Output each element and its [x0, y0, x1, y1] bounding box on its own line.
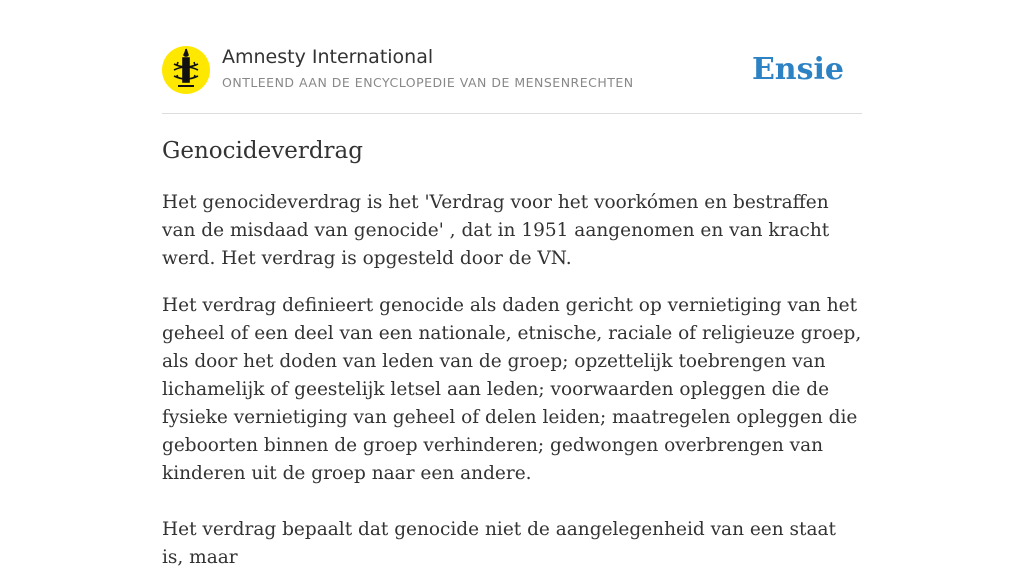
page-title: Genocideverdrag — [162, 138, 363, 164]
ensie-logo-link[interactable]: Ensie — [751, 52, 844, 87]
paragraph: Het verdrag definieert genocide als daden gericht op vernietiging van het geheel of een deel van een nationale, etnische, raciale of religieuze groep, als door het doden van leden van de groep; opzettelijk toebrengen van lichamelijk of geestelijk letsel aan leden; voorwaarden opleggen die de fysieke vernietiging van geheel of delen leiden; maatregelen opleggen die geboorten binnen de groep verhinderen; gedwongen overbrengen van kinderen uit de groep naar een andere. — [162, 295, 862, 484]
header — [162, 0, 862, 114]
paragraph: Het genocideverdrag is het 'Verdrag voor het voorkómen en bestraffen van de misdaad van genocide' , dat in 1951 aangenomen en van kracht werd. Het verdrag is opgesteld door de VN. — [162, 192, 830, 269]
article-body — [162, 189, 862, 572]
org-subtitle: ONTLEEND AAN DE ENCYCLOPEDIE VAN DE MENSENRECHTEN — [222, 75, 634, 90]
org-name[interactable]: Amnesty International — [222, 46, 434, 68]
page-container — [162, 0, 862, 568]
paragraph: Het verdrag bepaalt dat genocide niet de aangelegenheid van een staat is, maar — [162, 519, 836, 568]
candle-barbed-wire-icon[interactable] — [162, 46, 210, 94]
